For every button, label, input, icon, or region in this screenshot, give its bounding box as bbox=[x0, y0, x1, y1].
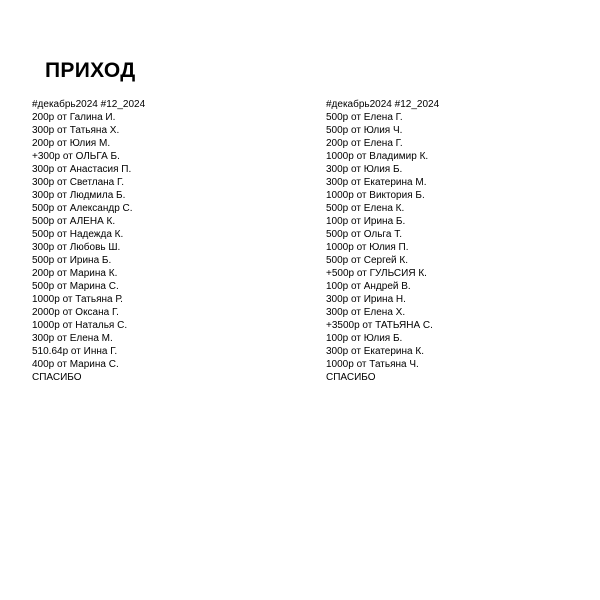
donation-line: 1000р от Татьяна Ч. bbox=[326, 359, 419, 370]
donations-list-left bbox=[32, 98, 282, 384]
donation-line: +500р от ГУЛЬСИЯ К. bbox=[326, 268, 427, 279]
donation-line: 500р от Сергей К. bbox=[326, 255, 409, 266]
donation-line: 500р от Елена К. bbox=[326, 203, 405, 214]
donation-line: 300р от Ирина Н. bbox=[326, 294, 406, 305]
donations-list-right bbox=[326, 98, 576, 384]
donation-line: 300р от Светлана Г. bbox=[32, 177, 124, 188]
donation-line: 500р от АЛЕНА К. bbox=[32, 216, 116, 227]
page-title: ПРИХОД bbox=[45, 59, 136, 82]
donation-line: 300р от Елена М. bbox=[32, 333, 113, 344]
donation-line: 300р от Татьяна Х. bbox=[32, 125, 120, 136]
donation-line: 300р от Людмила Б. bbox=[32, 190, 126, 201]
donation-line: 510.64р от Инна Г. bbox=[32, 346, 118, 357]
donation-line: 500р от Елена Г. bbox=[326, 112, 403, 123]
donation-line: 100р от Юлия Б. bbox=[326, 333, 403, 344]
donation-line: 100р от Ирина Б. bbox=[326, 216, 406, 227]
donation-line: 2000р от Оксана Г. bbox=[32, 307, 119, 318]
hashtag-line: #декабрь2024 #12_2024 bbox=[32, 99, 146, 110]
donation-line: 1000р от Татьяна Р. bbox=[32, 294, 123, 305]
donation-line: 400р от Марина С. bbox=[32, 359, 119, 370]
donation-line: 100р от Андрей В. bbox=[326, 281, 411, 292]
donation-line: 1000р от Юлия П. bbox=[326, 242, 409, 253]
donation-line: 300р от Екатерина К. bbox=[326, 346, 424, 357]
donation-line: 200р от Юлия М. bbox=[32, 138, 111, 149]
thanks-line: СПАСИБО bbox=[326, 372, 376, 383]
donation-line: 300р от Анастасия П. bbox=[32, 164, 132, 175]
donation-line: 300р от Любовь Ш. bbox=[32, 242, 121, 253]
donation-line: 1000р от Владимир К. bbox=[326, 151, 429, 162]
donation-line: 200р от Галина И. bbox=[32, 112, 116, 123]
donation-line: 300р от Елена Х. bbox=[326, 307, 406, 318]
donation-line: 300р от Екатерина М. bbox=[326, 177, 427, 188]
donation-line: 200р от Марина К. bbox=[32, 268, 118, 279]
donation-line: 500р от Ирина Б. bbox=[32, 255, 112, 266]
donation-line: 500р от Надежда К. bbox=[32, 229, 124, 240]
donation-line: 500р от Александр С. bbox=[32, 203, 133, 214]
thanks-line: СПАСИБО bbox=[32, 372, 82, 383]
donation-line: 200р от Елена Г. bbox=[326, 138, 403, 149]
donation-line: +300р от ОЛЬГА Б. bbox=[32, 151, 120, 162]
donation-line: 500р от Ольга Т. bbox=[326, 229, 402, 240]
donation-line: 500р от Юлия Ч. bbox=[326, 125, 403, 136]
donation-line: 1000р от Виктория Б. bbox=[326, 190, 425, 201]
donation-line: 500р от Марина С. bbox=[32, 281, 119, 292]
donation-line: +3500р от ТАТЬЯНА С. bbox=[326, 320, 433, 331]
hashtag-line: #декабрь2024 #12_2024 bbox=[326, 99, 440, 110]
donation-line: 300р от Юлия Б. bbox=[326, 164, 403, 175]
donation-line: 1000р от Наталья С. bbox=[32, 320, 128, 331]
